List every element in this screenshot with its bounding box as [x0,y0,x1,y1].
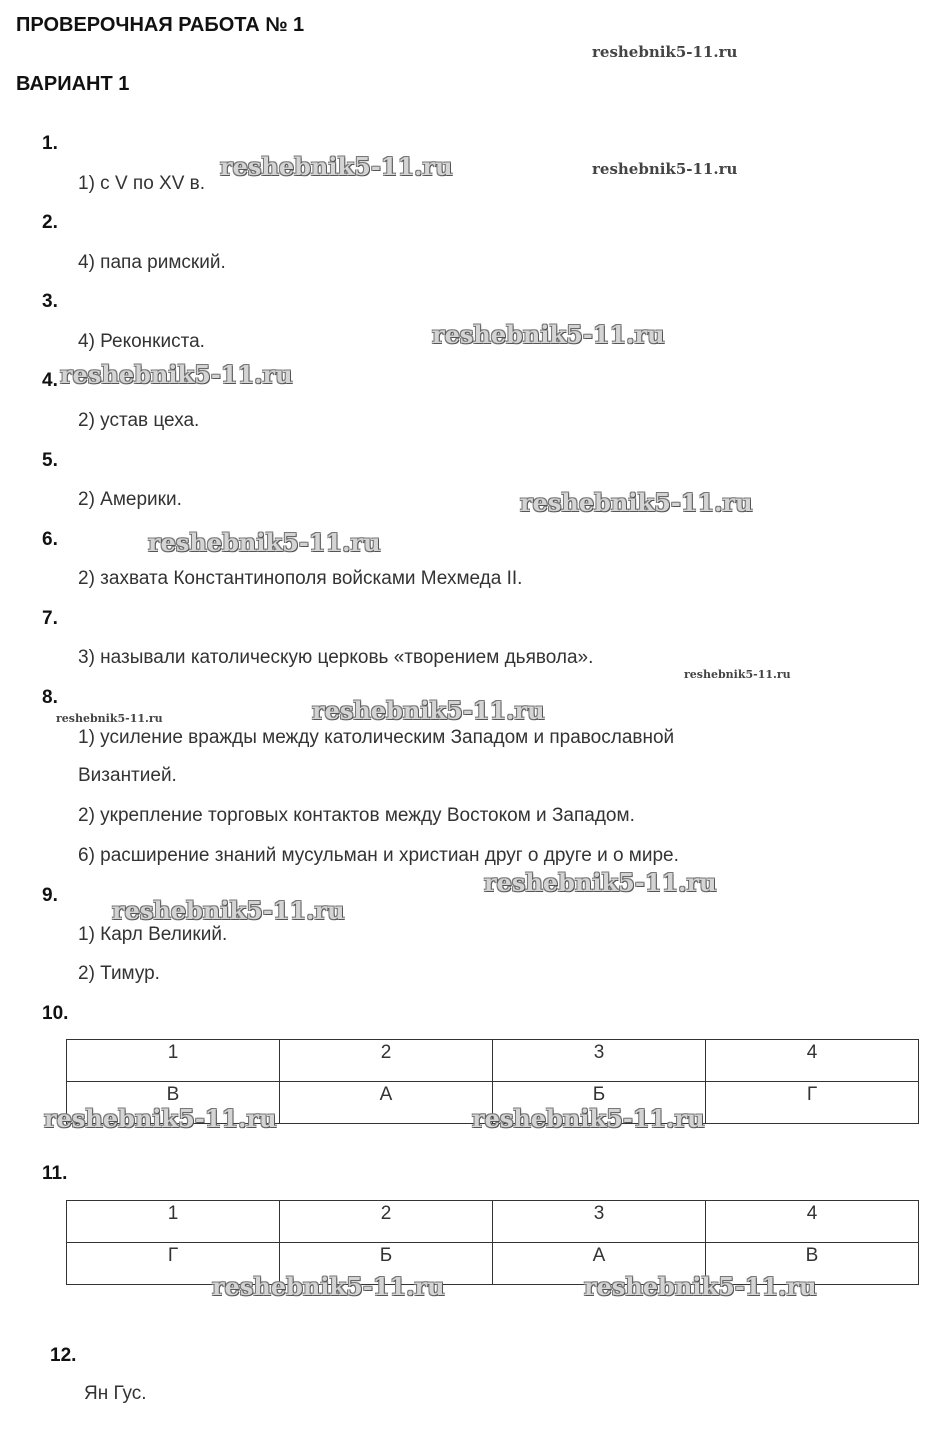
answer-text: 2) устав цеха. [78,410,200,431]
question-number: 12. [50,1345,77,1366]
table-cell: 2 [280,1201,493,1243]
answer-text: 2) Америки. [78,489,182,510]
watermark: reshebnik5-11.ru [584,1272,817,1301]
question-number: 1. [42,133,58,154]
watermark: reshebnik5-11.ru [44,1104,277,1133]
watermark: reshebnik5-11.ru [148,528,381,557]
table-header-row [67,1040,919,1082]
table-cell: Б [280,1243,493,1285]
watermark: reshebnik5-11.ru [684,668,791,681]
table-cell: 1 [67,1040,280,1082]
table-cell: 3 [493,1040,706,1082]
watermark: reshebnik5-11.ru [112,896,345,925]
answer-text: 2) укрепление торговых контактов между Востоком и Западом. [78,805,635,826]
watermark: reshebnik5-11.ru [60,360,293,389]
table-cell: 4 [706,1201,919,1243]
answer-text: 1) с V по XV в. [78,173,206,194]
watermark: reshebnik5-11.ru [312,696,545,725]
table-cell: В [706,1243,919,1285]
watermark: reshebnik5-11.ru [220,152,453,181]
answer-text: 4) Реконкиста. [78,331,205,352]
question-number: 11. [42,1163,68,1184]
table-cell: А [493,1243,706,1285]
watermark: reshebnik5-11.ru [520,488,753,517]
table-cell: 2 [280,1040,493,1082]
question-number: 9. [42,885,58,906]
question-number: 2. [42,212,58,233]
question-number: 8. [42,687,58,708]
table-cell: А [280,1082,493,1124]
table-cell: Б [493,1082,706,1124]
answer-text: 2) захвата Константинополя войсками Мехмеда II. [78,568,523,589]
table-cell: 4 [706,1040,919,1082]
watermark: reshebnik5-11.ru [472,1104,705,1133]
table-cell: 3 [493,1201,706,1243]
answer-text: 1) усиление вражды между католическим Западом и православной [78,727,675,748]
question-number: 4. [42,370,58,391]
watermark: reshebnik5-11.ru [592,160,738,178]
table-cell: В [67,1082,280,1124]
table-cell: 1 [67,1201,280,1243]
variant-heading: ВАРИАНТ 1 [16,73,130,95]
answer-text: 4) папа римский. [78,252,226,273]
page-title: ПРОВЕРОЧНАЯ РАБОТА № 1 [16,14,305,36]
table-cell: Г [706,1082,919,1124]
table-header-row [67,1201,919,1243]
question-number: 5. [42,450,58,471]
answer-text: Ян Гус. [84,1383,147,1404]
answer-text: 6) расширение знаний мусульман и христиан друг о друге и о мире. [78,845,679,866]
table-cell: Г [67,1243,280,1285]
watermark: reshebnik5-11.ru [432,320,665,349]
answer-text: Византией. [78,765,177,786]
watermark: reshebnik5-11.ru [592,43,738,61]
question-number: 10. [42,1003,69,1024]
question-number: 7. [42,608,58,629]
watermark: reshebnik5-11.ru [484,868,717,897]
watermark: reshebnik5-11.ru [56,712,163,725]
answer-text: 1) Карл Великий. [78,924,228,945]
answer-text: 3) называли католическую церковь «творением дьявола». [78,647,594,668]
watermark: reshebnik5-11.ru [212,1272,445,1301]
answer-text: 2) Тимур. [78,963,160,984]
question-number: 6. [42,529,58,550]
question-number: 3. [42,291,58,312]
